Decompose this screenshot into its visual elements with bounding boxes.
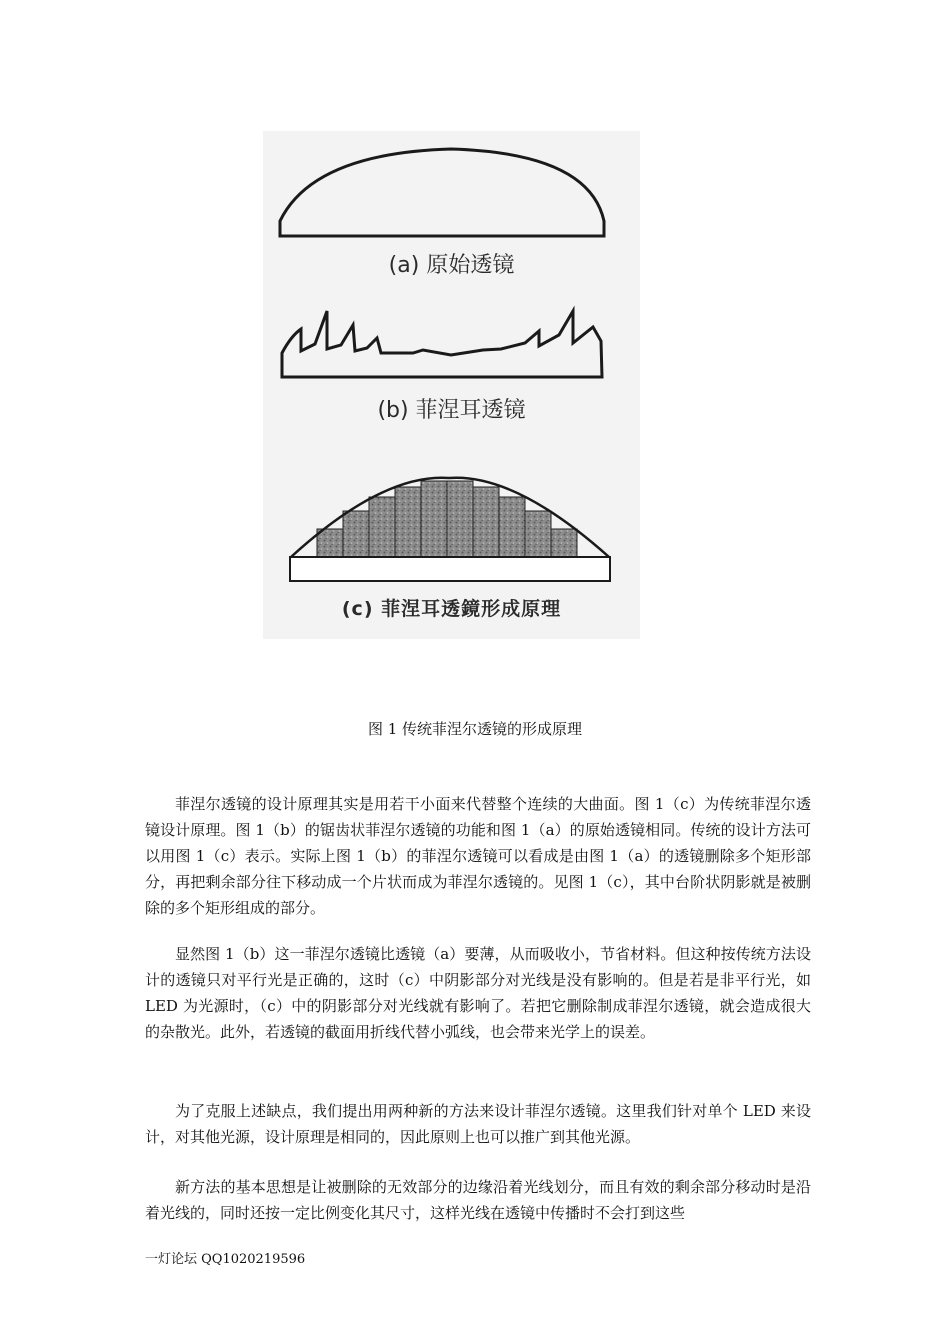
figure-label-c: (c) 菲涅耳透鏡形成原理 [341, 598, 562, 620]
figure-label-a: (a) 原始透镜 [388, 253, 515, 278]
figure-label-b: (b) 菲涅耳透镜 [377, 398, 526, 423]
figure-caption: 图 1 传统菲涅尔透镜的形成原理 [367, 720, 583, 738]
paragraph-3: 为了克服上述缺点，我们提出用两种新的方法来设计菲涅尔透镜。这里我们针对单个 LED 来设计，对其他光源，设计原理是相同的，因此原则上也可以推广到其他光源。 [145, 1102, 811, 1146]
fresnel-lens-shape [282, 311, 602, 377]
original-lens-shape [280, 149, 604, 236]
paragraph-1: 菲涅尔透镜的设计原理其实是用若干小面来代替整个连续的大曲面。图 1（c）为传统菲涅尔透镜设计原理。图 1（b）的锯齿状菲涅尔透镜的功能和图 1（a）的原始透镜相同。传统的设计方法可以用图 1（c）表示。实际上图 1（b）的菲涅尔透镜可以看成是由图 1（a）的透镜删除多个矩形部分，再把剩余部分往下移动成一个片状而成为菲涅尔透镜的。见图 1（c），其中台阶状阴影就是被删除的多个矩形组成的部分。 [145, 795, 811, 917]
paragraph-2: 显然图 1（b）这一菲涅尔透镜比透镜（a）要薄，从而吸收小，节省材料。但这种按传统方法设计的透镜只对平行光是正确的，这时（c）中阴影部分对光线是没有影响的。但是若是非平行光，如 LED 为光源时，（c）中的阴影部分对光线就有影响了。若把它删除制成菲涅尔透镜，就会造成很大的杂散光。此外，若透镜的截面用折线代替小弧线，也会带来光学上的误差。 [145, 945, 811, 1041]
paragraph-4: 新方法的基本思想是让被删除的无效部分的边缘沿着光线划分，而且有效的剩余部分移动时是沿着光线的，同时还按一定比例变化其尺寸，这样光线在透镜中传播时不会打到这些 [145, 1178, 811, 1222]
formation-principle-diagram [290, 478, 610, 581]
footer-note: 一灯论坛 QQ1020219596 [145, 1252, 306, 1267]
lens-diagram [263, 131, 640, 639]
figure-1 [263, 131, 640, 639]
